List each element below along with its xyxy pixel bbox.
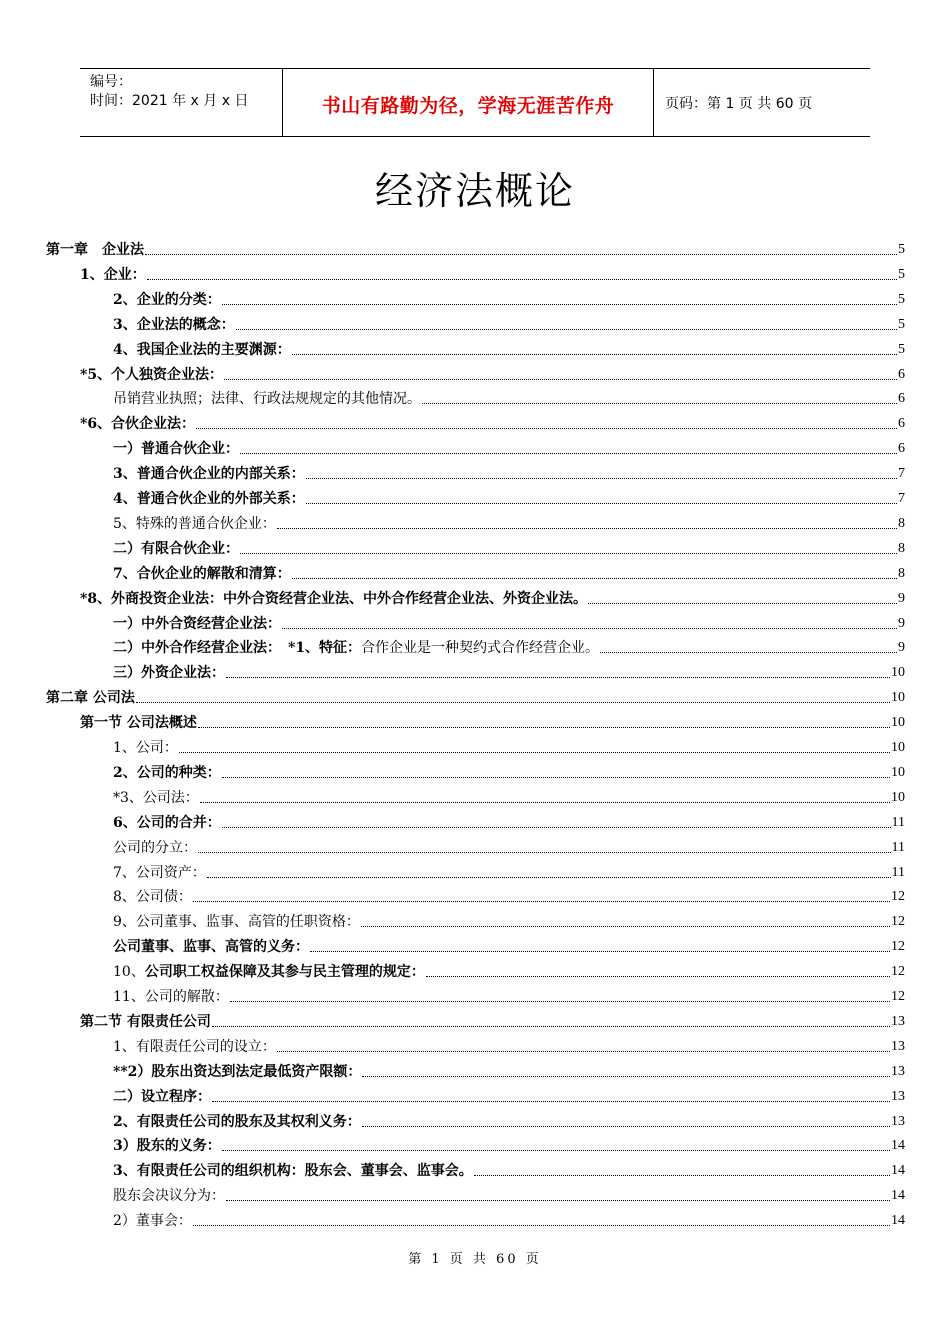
toc-page-number: 11: [891, 864, 905, 880]
toc-entry[interactable]: [113, 534, 905, 558]
dot-leader: [426, 975, 890, 977]
toc-entry[interactable]: [80, 584, 905, 608]
toc-entry-label: 1、企业：: [80, 266, 146, 283]
number-label: 编号：: [90, 74, 132, 90]
toc-page-number: 9: [898, 640, 905, 656]
toc-page-number: 8: [898, 540, 905, 556]
dot-leader: [198, 851, 891, 853]
toc-page-number: 5: [898, 291, 905, 307]
dot-leader: [306, 477, 897, 479]
toc-entry[interactable]: [113, 434, 905, 458]
dot-leader: [230, 1000, 890, 1002]
dot-leader: [282, 627, 897, 629]
page-info: 页码：第 1 页 共 60 页: [665, 96, 812, 112]
toc-page-number: 10: [891, 740, 905, 755]
dot-leader: [292, 353, 897, 355]
toc-entry[interactable]: [113, 833, 905, 857]
toc-page-number: 14: [891, 1188, 905, 1204]
toc-entry[interactable]: [80, 260, 905, 284]
dot-leader: [222, 303, 897, 305]
toc-entry[interactable]: [113, 633, 905, 657]
toc-entry[interactable]: [113, 1082, 905, 1106]
toc-entry-label: 8、公司债：: [113, 889, 192, 906]
toc-page-number: 12: [891, 964, 905, 980]
toc-page-number: 6: [898, 416, 905, 432]
toc-entry-label: 2、企业的分类：: [113, 291, 221, 308]
toc-entry-label: 11、公司的解散：: [113, 989, 229, 1005]
toc-entry-label: 第二章 公司法: [46, 690, 135, 707]
dot-leader: [588, 602, 897, 604]
toc-entry-label: 3）股东的义务：: [113, 1138, 221, 1155]
toc-entry[interactable]: [113, 882, 905, 906]
toc-entry-label: **2）股东出资达到法定最低资产限额：: [113, 1063, 362, 1080]
toc-entry-label: 3、有限责任公司的组织机构：股东会、董事会、监事会。: [113, 1163, 473, 1180]
toc-entry[interactable]: [113, 858, 905, 882]
toc-page-number: 7: [898, 491, 905, 506]
toc-entry[interactable]: [80, 360, 905, 384]
toc-entry[interactable]: [113, 559, 905, 583]
toc-entry[interactable]: [113, 932, 905, 956]
toc-entry[interactable]: [113, 1156, 905, 1180]
toc-entry[interactable]: [113, 1206, 905, 1230]
toc-entry-label: *8、外商投资企业法：中外合资经营企业法、中外合作经营企业法、外资企业法。: [80, 590, 588, 607]
toc-entry[interactable]: [113, 658, 905, 682]
toc-entry[interactable]: [113, 1057, 905, 1081]
dot-leader: [212, 1025, 890, 1027]
toc-entry[interactable]: [113, 957, 905, 981]
toc-page-number: 13: [891, 1013, 905, 1029]
toc-entry-label-normal: 合作企业是一种契约式合作经营企业。: [361, 640, 600, 657]
dot-leader: [361, 925, 890, 927]
toc-entry[interactable]: [113, 758, 905, 782]
toc-entry-label: 1、公司：: [113, 740, 178, 756]
dot-leader: [147, 278, 897, 280]
toc-page-number: 6: [898, 366, 905, 382]
toc-entry-label: 7、公司资产：: [113, 864, 206, 881]
toc-entry[interactable]: [113, 484, 905, 508]
document-title: 经济法概论: [374, 169, 575, 213]
header-meta: [80, 69, 283, 136]
toc-entry[interactable]: [113, 1131, 905, 1155]
toc-page-number: 13: [891, 1088, 905, 1104]
dot-leader: [193, 900, 890, 902]
toc-page-number: 5: [898, 242, 905, 257]
toc-entry-label: 第一节 公司法概述: [80, 715, 197, 732]
toc-entry[interactable]: [113, 335, 905, 359]
toc-entry[interactable]: [113, 384, 905, 408]
toc-entry[interactable]: [80, 708, 905, 732]
toc-entry-label: [113, 963, 425, 981]
dot-leader: [240, 552, 897, 554]
motto-text: 书山有路勤为径，学海无涯苦作舟: [321, 95, 615, 117]
toc-entry-label: 吊销营业执照；法律、行政法规规定的其他情况。: [113, 391, 421, 408]
dot-leader: [310, 950, 890, 952]
dot-leader: [207, 876, 891, 878]
toc-page-number: 5: [898, 316, 905, 332]
toc-entry-label: 一）普通合伙企业：: [113, 441, 239, 458]
toc-entry[interactable]: [113, 310, 905, 334]
toc-entry[interactable]: [46, 235, 905, 259]
toc-entry-label: 7、合伙企业的解散和清算：: [113, 565, 291, 582]
toc-entry-label: 股东会决议分为：: [113, 1188, 225, 1205]
toc-entry-label-normal: 10、: [113, 964, 145, 981]
toc-page-number: 14: [891, 1163, 905, 1179]
page-footer: 第 1 页 共 60 页: [408, 1252, 542, 1267]
dot-leader: [600, 651, 897, 653]
toc-page-number: 13: [891, 1038, 905, 1054]
toc-page-number: 12: [891, 939, 905, 955]
dot-leader: [362, 1075, 890, 1077]
dot-leader: [224, 378, 897, 380]
time-label: 时间：2021 年 x 月 x 日: [90, 93, 249, 109]
toc-entry-label: 6、公司的合并：: [113, 814, 221, 831]
toc-page-number: 7: [898, 466, 905, 482]
toc-entry-label: 4、我国企业法的主要渊源：: [113, 341, 291, 358]
toc-page-number: 10: [891, 715, 905, 731]
toc-entry-label: 1、有限责任公司的设立：: [113, 1038, 276, 1055]
toc-entry[interactable]: [46, 683, 905, 707]
toc-entry-label: 5、特殊的普通合伙企业：: [113, 515, 276, 532]
dot-leader: [222, 826, 891, 828]
toc-entry[interactable]: [113, 459, 905, 483]
toc-entry-label: 3、企业法的概念：: [113, 316, 235, 333]
toc-entry-label: 公司的分立：: [113, 839, 197, 856]
toc-entry[interactable]: [113, 808, 905, 832]
toc-entry[interactable]: [113, 1181, 905, 1205]
header-motto-cell: [283, 69, 654, 136]
toc-page-number: 9: [898, 590, 905, 606]
dot-leader: [277, 1050, 890, 1052]
toc-entry[interactable]: [113, 733, 905, 757]
toc-entry-label: 一）中外合资经营企业法：: [113, 615, 281, 632]
dot-leader: [222, 776, 890, 778]
toc-page-number: 13: [891, 1113, 905, 1129]
toc-page-number: 13: [891, 1063, 905, 1079]
dot-leader: [198, 726, 890, 728]
toc-entry[interactable]: [113, 509, 905, 533]
dot-leader: [179, 751, 890, 753]
dot-leader: [226, 676, 890, 678]
toc-entry-label: 二）设立程序：: [113, 1088, 211, 1105]
toc-entry-label: 二）有限合伙企业：: [113, 540, 239, 557]
toc-page-number: 14: [891, 1138, 905, 1154]
dot-leader: [422, 402, 897, 404]
toc-entry-label: 公司董事、监事、高管的义务：: [113, 939, 309, 956]
dot-leader: [474, 1174, 890, 1176]
toc-entry-label-bold: 二）中外合作经营企业法： *1、特征：: [113, 640, 362, 657]
document-header: [80, 68, 870, 137]
dot-leader: [362, 1125, 890, 1127]
toc-entry-label: *6、合伙企业法：: [80, 416, 196, 433]
toc-entry-label: 第一章 企业法: [46, 242, 144, 258]
toc-entry-label-bold: 公司职工权益保障及其参与民主管理的规定：: [144, 964, 425, 981]
toc-page-number: 10: [891, 764, 905, 780]
toc-entry[interactable]: [113, 609, 905, 633]
toc-page-number: 12: [891, 989, 905, 1004]
toc-entry-label: 三）外资企业法：: [113, 665, 225, 682]
toc-entry[interactable]: [113, 1107, 905, 1131]
toc-entry-label: 3、普通合伙企业的内部关系：: [113, 466, 305, 483]
toc-page-number: 11: [891, 814, 905, 830]
toc-entry[interactable]: [80, 1007, 905, 1031]
dot-leader: [200, 801, 890, 803]
dot-leader: [292, 577, 897, 579]
toc-entry-label: *5、个人独资企业法：: [80, 366, 224, 383]
toc-entry-label: 4、普通合伙企业的外部关系：: [113, 491, 305, 507]
toc-entry-label: 第二节 有限责任公司: [80, 1013, 211, 1030]
dot-leader: [136, 701, 890, 703]
toc-page-number: 6: [898, 391, 905, 407]
toc-page-number: 12: [891, 914, 905, 930]
dot-leader: [212, 1100, 890, 1102]
toc-entry-label: *3、公司法：: [113, 789, 199, 806]
dot-leader: [145, 253, 897, 255]
toc-entry[interactable]: [80, 409, 905, 433]
toc-entry-label: 2、公司的种类：: [113, 764, 221, 781]
toc-page-number: 9: [898, 615, 905, 631]
dot-leader: [277, 527, 897, 529]
dot-leader: [306, 502, 897, 504]
toc-page-number: 12: [891, 889, 905, 905]
toc-page-number: 5: [898, 266, 905, 282]
toc-entry-label: 9、公司董事、监事、高管的任职资格：: [113, 914, 360, 931]
toc-entry[interactable]: [113, 907, 905, 931]
toc-entry[interactable]: [113, 1032, 905, 1056]
toc-page-number: 8: [898, 515, 905, 531]
toc-entry-label: [113, 639, 599, 657]
toc-entry-label: 2）董事会：: [113, 1213, 192, 1230]
toc-entry[interactable]: [113, 783, 905, 807]
toc-entry[interactable]: [113, 982, 905, 1006]
dot-leader: [226, 1199, 890, 1201]
toc-page-number: 10: [891, 665, 905, 681]
toc-page-number: 11: [891, 839, 905, 855]
toc-page-number: 8: [898, 565, 905, 581]
dot-leader: [240, 452, 897, 454]
dot-leader: [236, 328, 897, 330]
toc-entry-label: 2、有限责任公司的股东及其权利义务：: [113, 1113, 361, 1130]
toc-page-number: 10: [891, 690, 905, 706]
toc-page-number: 6: [898, 441, 905, 457]
toc-page-number: 10: [891, 789, 905, 805]
toc-page-number: 5: [898, 341, 905, 357]
toc-entry[interactable]: [113, 285, 905, 309]
dot-leader: [196, 427, 897, 429]
dot-leader: [193, 1224, 890, 1226]
dot-leader: [222, 1149, 890, 1151]
toc-page-number: 14: [891, 1213, 905, 1229]
